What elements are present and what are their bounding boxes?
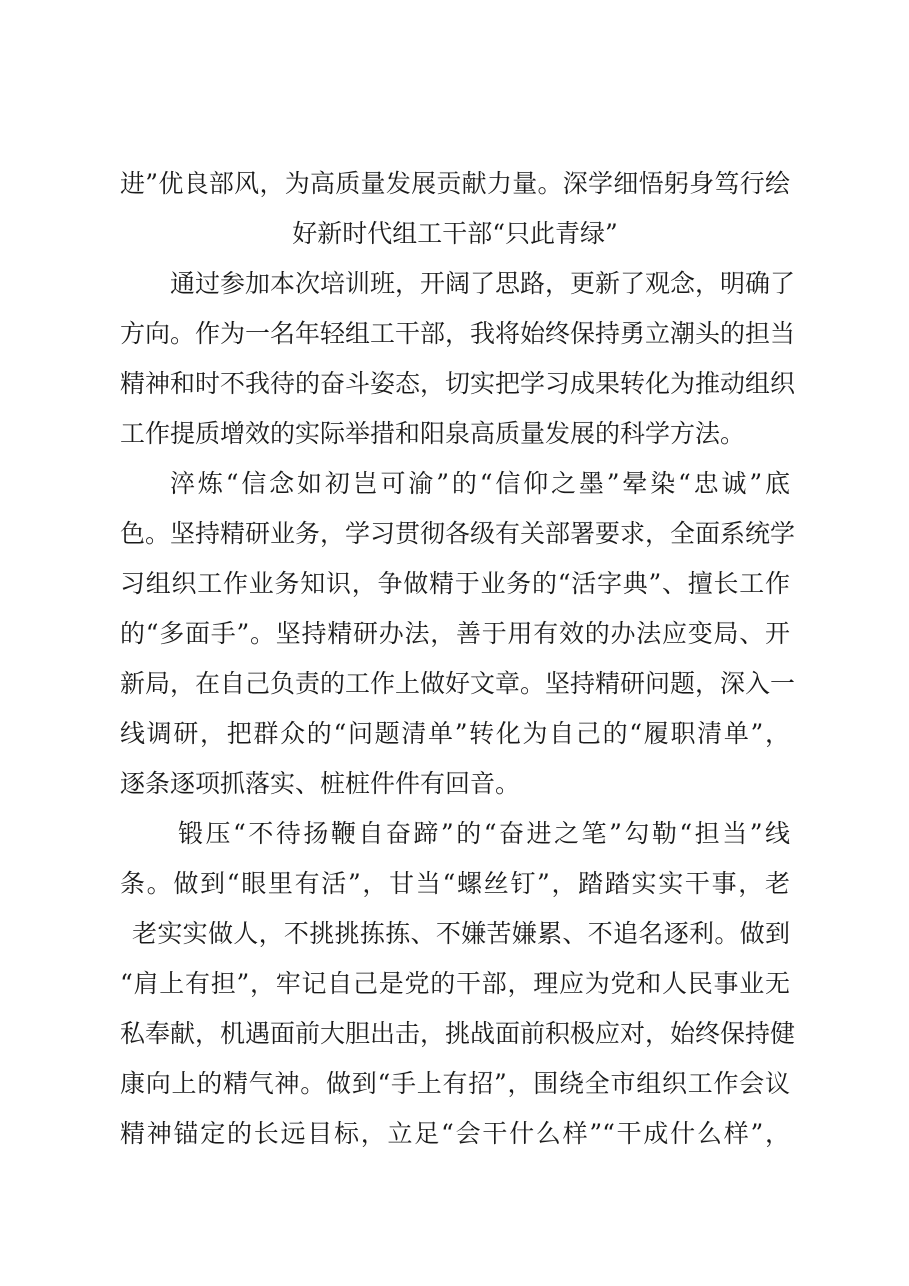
paragraph-1-line-3: 精神和时不我待的奋斗姿态，切实把学习成果转化为推动组织 [120,369,796,398]
paragraph-3-line-7: 精神锚定的长远目标，立足“会干什么样”“干成什么样”， [120,1119,790,1148]
paragraph-3-line-6: 康向上的精气神。做到“手上有招”，围绕全市组织工作会议 [120,1069,790,1098]
heading-line-2: 好新时代组工干部“只此青绿” [292,219,618,248]
heading-line-1: 进”优良部风，为高质量发展贡献力量。深学细悟躬身笃行绘 [120,169,790,198]
paragraph-1-line-4: 工作提质增效的实际举措和阳泉高质量发展的科学方法。 [120,419,746,448]
paragraph-3-line-1: 锻压“不待扬鞭自奋蹄”的“奋进之笔”勾勒“担当”线 [178,819,790,848]
paragraph-2-line-1: 淬炼“信念如初岂可渝”的“信仰之墨”晕染“忠诚”底 [170,469,790,498]
paragraph-2-line-4: 的“多面手”。坚持精研办法，善于用有效的办法应变局、开 [120,619,790,648]
paragraph-2-line-3: 习组织工作业务知识，争做精于业务的“活字典”、擅长工作 [120,569,790,598]
paragraph-2-line-2: 色。坚持精研业务，学习贯彻各级有关部署要求，全面系统学 [120,519,796,548]
paragraph-2-line-7: 逐条逐项抓落实、桩桩件件有回音。 [120,769,521,798]
paragraph-3-line-4: “肩上有担”，牢记自己是党的干部，理应为党和人民事业无 [120,969,790,998]
paragraph-1-line-2: 方向。作为一名年轻组工干部，我将始终保持勇立潮头的担当 [120,319,796,348]
paragraph-3-line-5: 私奉献，机遇面前大胆出击，挑战面前积极应对，始终保持健 [120,1019,796,1048]
paragraph-2-line-6: 线调研，把群众的“问题清单”转化为自己的“履职清单”， [120,719,790,748]
paragraph-1-line-1: 通过参加本次培训班，开阔了思路，更新了观念，明确了 [170,269,796,298]
paragraph-3-line-3: 老实实做人，不挑挑拣拣、不嫌苦嫌累、不追名逐利。做到 [132,919,790,948]
paragraph-3-line-2: 条。做到“眼里有活”，甘当“螺丝钉”，踏踏实实干事，老 [120,869,790,898]
paragraph-2-line-5: 新局，在自己负责的工作上做好文章。坚持精研问题，深入一 [120,669,796,698]
